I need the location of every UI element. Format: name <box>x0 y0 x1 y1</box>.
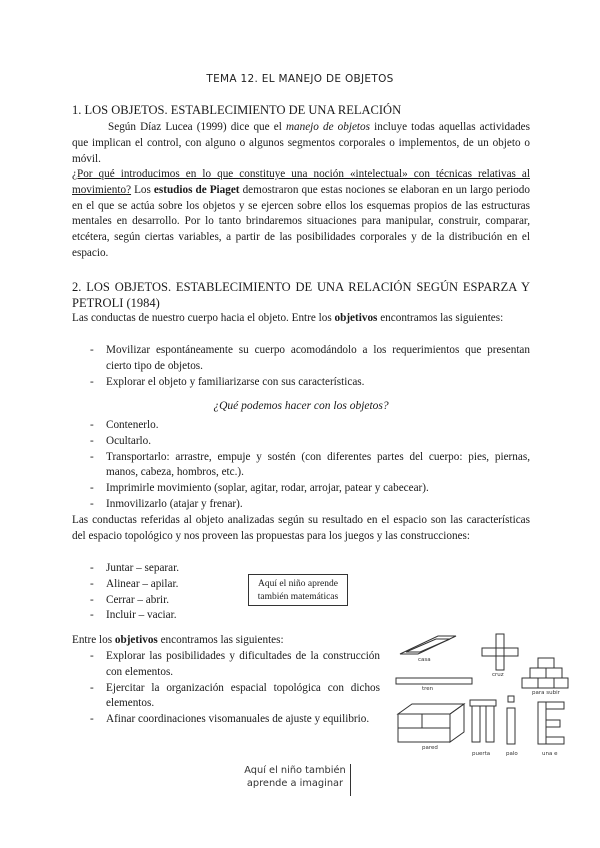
objectives-2-intro <box>72 633 372 649</box>
list-item: - Ocultarlo. <box>72 434 530 450</box>
bold-term: estudios de Piaget <box>153 183 240 196</box>
list-item: - Imprimirle movimiento (soplar, agitar, rodar, arrojar, patear y cabecear). <box>72 481 530 497</box>
list-item: - Contenerlo. <box>72 418 530 434</box>
text-run: Entre los <box>72 634 115 646</box>
wall-side <box>450 704 464 742</box>
wall-top <box>398 704 464 714</box>
list-item: - Alinear – apilar. <box>72 577 232 593</box>
bold-term: objetivos <box>114 634 158 646</box>
objectives-2-list <box>72 649 380 728</box>
letter-e-spine <box>538 702 546 744</box>
figure-label-tren: tren <box>422 686 434 692</box>
stair-block <box>538 678 554 688</box>
list-item: - Inmovilizarlo (atajar y frenar). <box>72 497 530 513</box>
footer-divider <box>350 764 351 796</box>
letter-e-bar <box>546 720 560 727</box>
text-run: encontramos las siguientes: <box>377 312 504 324</box>
text-run: demostraron que estas nociones se elaboran en un largo periodo en el que se actúa sobre los objetos y se ejercen sobre ellos los esquemas propios de las estructuras mentales en desarrollo. Por lo tanto brindaremos situaciones para manipular, construir, comparar, etcétera, según ciertas variables, a partir de las posibilidades corporales y de la distribución en el espacio. <box>72 183 530 259</box>
underlined-question: ¿Por qué introducimos en lo que constituye una noción «intelectual» con técnicas relativas al movimiento? <box>72 168 530 196</box>
text-run: encontramos las siguientes: <box>157 634 284 646</box>
list-item: - Explorar las posibilidades y dificultades de la construcción con elementos. <box>72 649 380 681</box>
blocks-figure <box>392 628 572 760</box>
train-bar <box>396 678 472 684</box>
door-post <box>486 706 494 742</box>
italic-term: manejo de objetos <box>285 121 370 133</box>
text-run: Las conductas de nuestro cuerpo hacia el objeto. Entre los <box>72 312 335 324</box>
actions-list <box>72 418 530 513</box>
section-1-heading: 1. LOS OBJETOS. ESTABLECIMIENTO DE UNA RELACIÓN <box>72 103 402 117</box>
list-item: - Cerrar – abrir. <box>72 593 232 609</box>
list-item: - Ejercitar la organización espacial topológica con dichos elementos. <box>72 681 380 713</box>
pole-top <box>508 696 514 702</box>
list-item: - Explorar el objeto y familiarizarse con sus características. <box>72 375 530 391</box>
list-item: - Afinar coordinaciones visomanuales de ajuste y equilibrio. <box>72 712 380 728</box>
figure-label-una-e: una e <box>542 751 558 757</box>
stair-block <box>546 668 562 678</box>
letter-e-bar <box>546 737 564 744</box>
page-title: TEMA 12. EL MANEJO DE OBJETOS <box>206 73 394 85</box>
list-item: - Juntar – separar. <box>72 561 232 577</box>
footer-line-1: Aquí el niño también <box>244 765 346 776</box>
list-item: - Incluir – vaciar. <box>72 608 232 624</box>
conducts-paragraph: Las conductas referidas al objeto analizadas según su resultado en el espacio son las características del espacio topológico y nos proveen las propuestas para los juegos y las construcciones: <box>72 514 530 542</box>
section-1-paragraph-2 <box>72 167 530 262</box>
cross-horizontal <box>482 648 518 656</box>
figure-label-puerta: puerta <box>472 751 491 757</box>
objectives-list <box>72 343 530 390</box>
stair-block <box>530 668 546 678</box>
section-1-paragraph-1 <box>72 120 530 167</box>
figure-label-palo: palo <box>506 751 518 757</box>
footer-line-2: aprende a imaginar <box>246 778 344 789</box>
pole <box>507 708 515 744</box>
stair-block <box>538 658 554 668</box>
text-run: Según Díaz Lucea (1999) dice que el <box>108 121 286 133</box>
list-item: - Movilizar espontáneamente su cuerpo acomodándolo a los requerimientos que presentan cierto tipo de objetos. <box>72 343 530 375</box>
figure-label-casa: casa <box>418 657 431 663</box>
question-heading: ¿Qué podemos hacer con los objetos? <box>213 400 389 412</box>
text-run: incluye todas aquellas actividades que implican el control, con alguno o algunos segmentos corporales o implementos, de un objeto o móvil. <box>72 121 530 165</box>
letter-e-bar <box>546 702 564 709</box>
stair-block <box>522 678 538 688</box>
section-2-heading: 2. LOS OBJETOS. ESTABLECIMIENTO DE UNA RELACIÓN SEGÚN ESPARZA Y PETROLI (1984) <box>72 280 530 310</box>
pairs-list <box>72 561 232 624</box>
figure-label-pared: pared <box>422 745 438 751</box>
figure-label-para-subir: para subir <box>532 690 560 696</box>
math-note-box: Aquí el niño aprende también matemáticas <box>248 574 348 606</box>
stair-block <box>554 678 568 688</box>
door-lintel <box>470 700 496 706</box>
footer-note <box>240 764 350 790</box>
text-run: Los <box>131 183 154 196</box>
bold-term: objetivos <box>334 312 378 324</box>
section-2-intro <box>72 311 530 327</box>
cross-vertical <box>496 634 504 670</box>
figure-label-cruz: cruz <box>492 672 504 678</box>
list-item: - Transportarlo: arrastre, empuje y sostén (con diferentes partes del cuerpo: pies, piernas, manos, cabeza, hombros, etc.). <box>72 450 530 482</box>
door-post <box>472 706 480 742</box>
